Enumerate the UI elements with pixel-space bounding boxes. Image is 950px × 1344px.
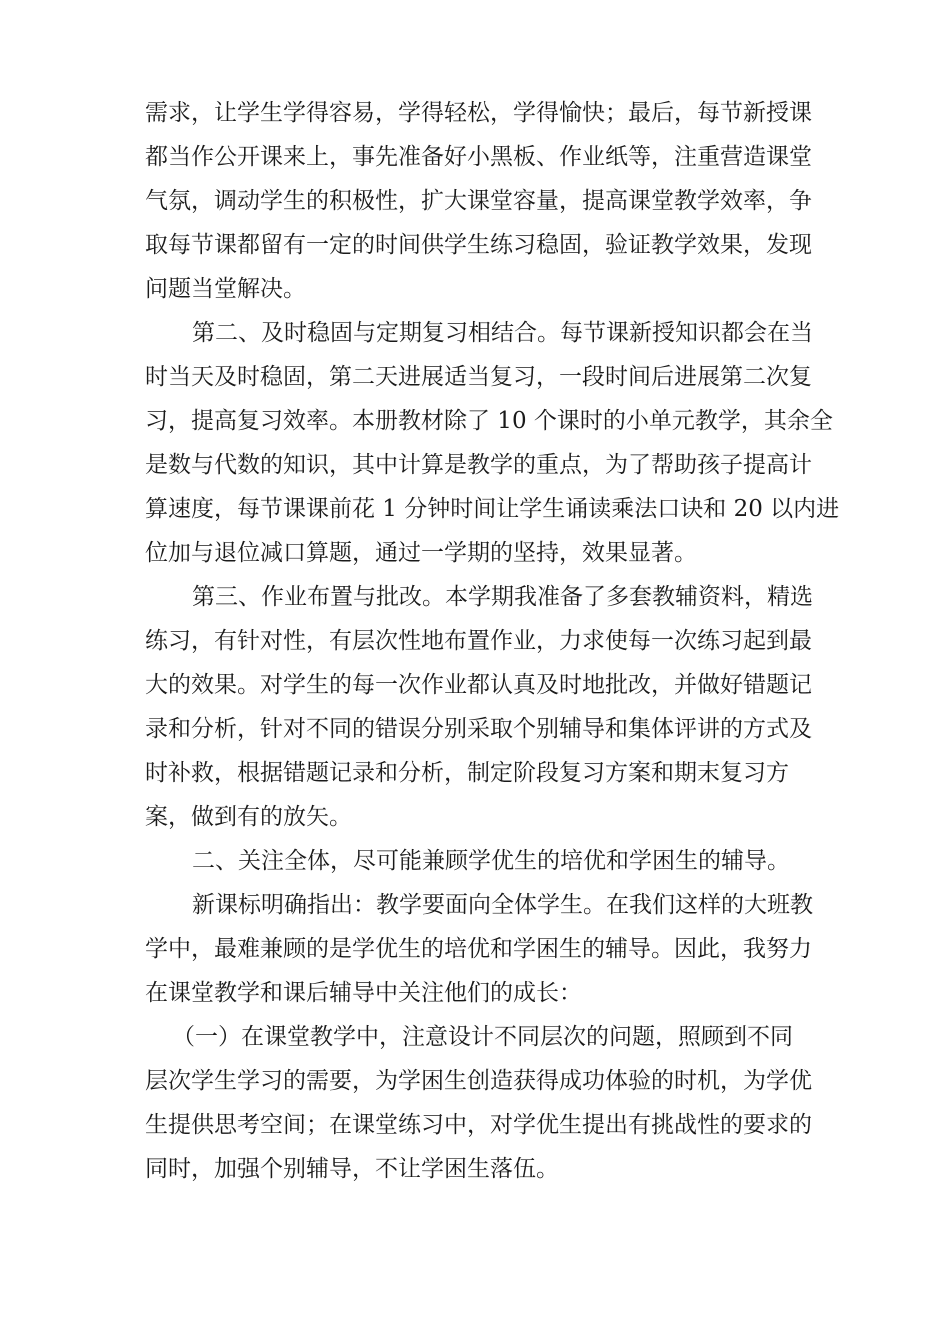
- text-line: 层次学生学习的需要，为学困生创造获得成功体验的时机，为学优: [145, 1068, 812, 1094]
- text-line: 生提供思考空间；在课堂练习中，对学优生提出有挑战性的要求的: [145, 1112, 812, 1138]
- text-line: 取每节课都留有一定的时间供学生练习稳固，验证教学效果，发现: [145, 232, 812, 258]
- paragraph-start-line: 第三、作业布置与批改。本学期我准备了多套教辅资料，精选: [192, 584, 813, 610]
- text-line: 时当天及时稳固，第二天进展适当复习，一段时间后进展第二次复: [145, 364, 812, 390]
- paragraph-start-line: 第二、及时稳固与定期复习相结合。每节课新授知识都会在当: [192, 320, 813, 346]
- text-line: 在课堂教学和课后辅导中关注他们的成长：: [145, 980, 582, 1006]
- text-line: 录和分析，针对不同的错误分别采取个别辅导和集体评讲的方式及: [145, 716, 812, 742]
- text-line: 算速度，每节课课前花 1 分钟时间让学生诵读乘法口诀和 20 以内进: [145, 496, 840, 522]
- text-line: 同时，加强个别辅导，不让学困生落伍。: [145, 1156, 559, 1182]
- paragraph-start-line: （一）在课堂教学中，注意设计不同层次的问题，照顾到不同: [172, 1024, 793, 1050]
- text-line: 气氛，调动学生的积极性，扩大课堂容量，提高课堂教学效率，争: [145, 188, 812, 214]
- text-line: 都当作公开课来上，事先准备好小黑板、作业纸等，注重营造课堂: [145, 144, 812, 170]
- text-line: 问题当堂解决。: [145, 276, 306, 302]
- text-line: 需求，让学生学得容易，学得轻松，学得愉快；最后，每节新授课: [145, 100, 812, 126]
- text-line: 大的效果。对学生的每一次作业都认真及时地批改，并做好错题记: [145, 672, 812, 698]
- text-line: 是数与代数的知识，其中计算是教学的重点，为了帮助孩子提高计: [145, 452, 812, 478]
- paragraph-start-line: 新课标明确指出：教学要面向全体学生。在我们这样的大班教: [192, 892, 813, 918]
- text-line: 习，提高复习效率。本册教材除了 10 个课时的小单元教学，其余全: [145, 408, 833, 434]
- text-line: 位加与退位减口算题，通过一学期的坚持，效果显著。: [145, 540, 697, 566]
- text-line: 案，做到有的放矢。: [145, 804, 352, 830]
- text-line: 时补救，根据错题记录和分析，制定阶段复习方案和期末复习方: [145, 760, 789, 786]
- text-line: 练习，有针对性，有层次性地布置作业，力求使每一次练习起到最: [145, 628, 812, 654]
- text-line: 学中，最难兼顾的是学优生的培优和学困生的辅导。因此，我努力: [145, 936, 812, 962]
- section-heading: 二、关注全体，尽可能兼顾学优生的培优和学困生的辅导。: [192, 848, 790, 874]
